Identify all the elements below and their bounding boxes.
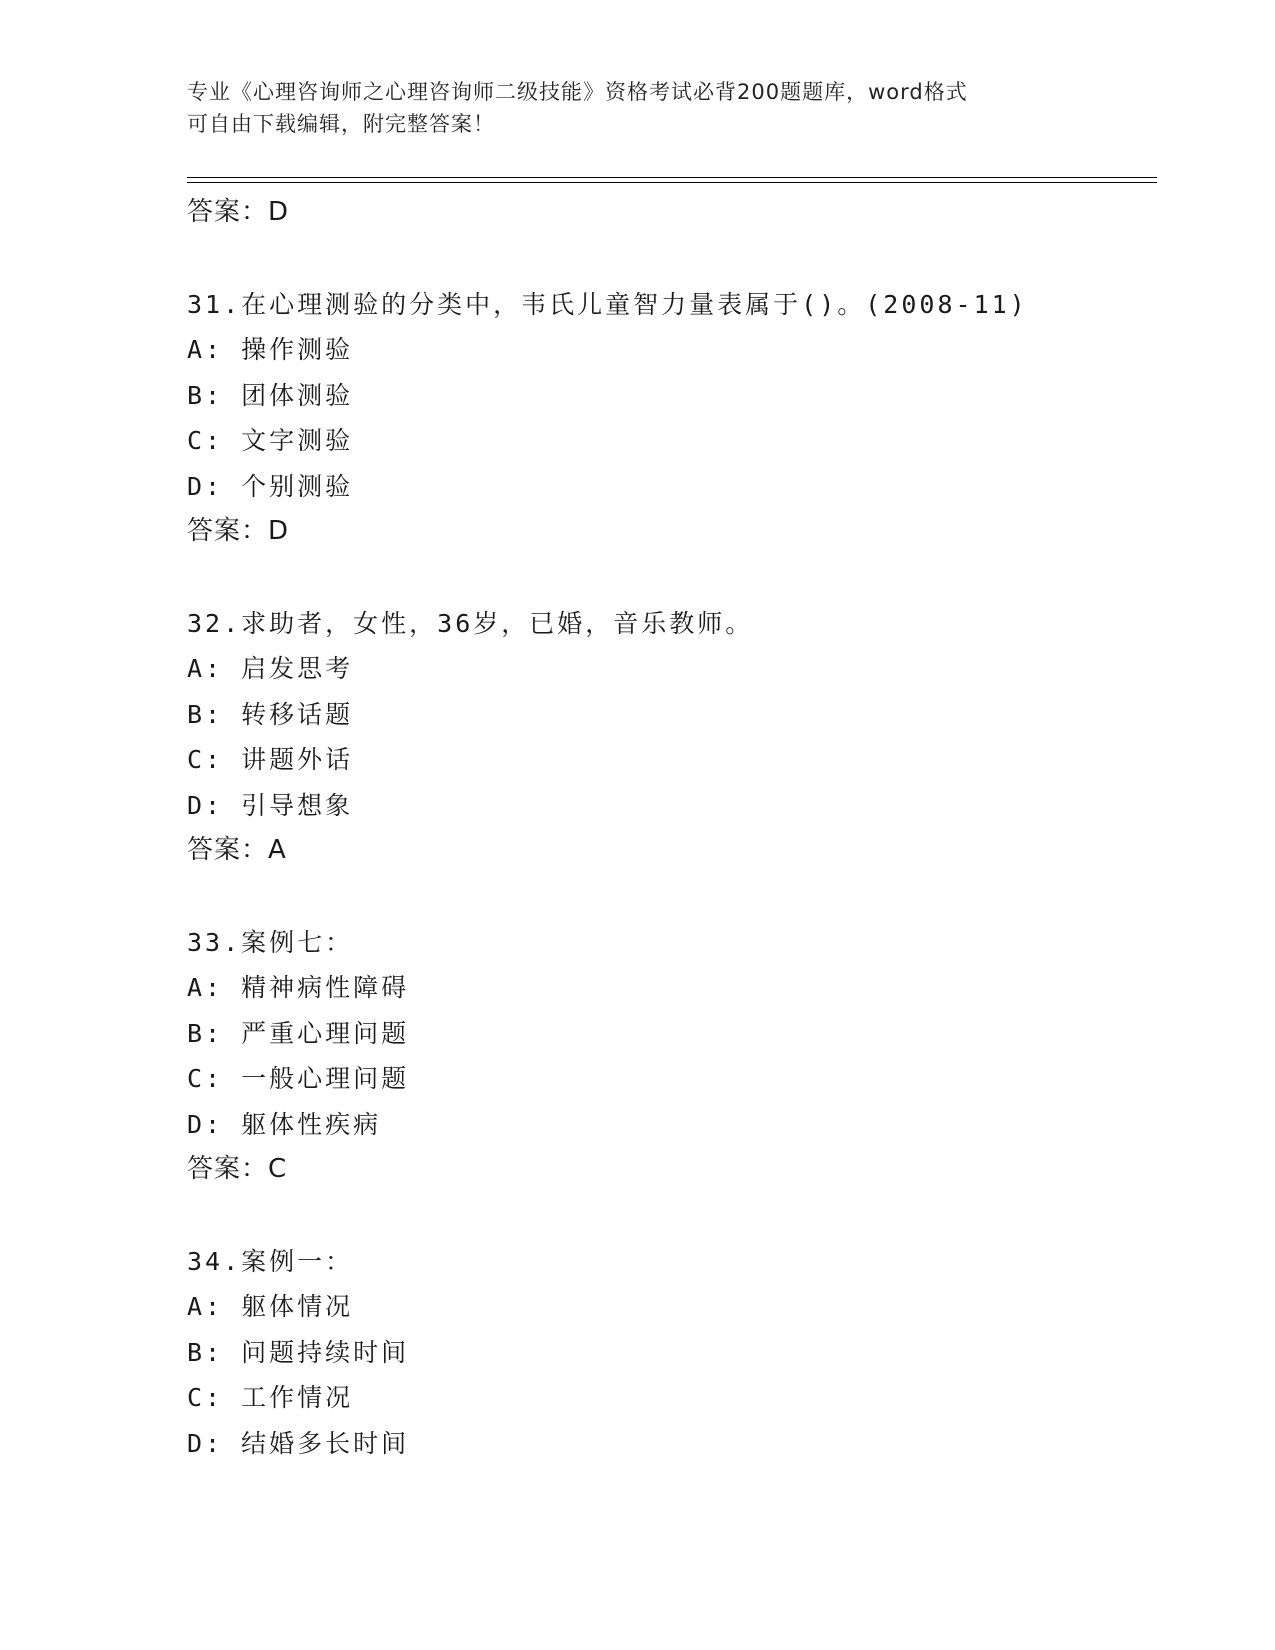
question-stem: 34.案例一： [187, 1246, 354, 1276]
question-block-34 [187, 1239, 1157, 1467]
option-a: A: 操作测验 [187, 335, 354, 364]
header-line-2: 可自由下载编辑，附完整答案！ [187, 112, 495, 136]
option-c: C: 讲题外话 [187, 745, 354, 774]
question-block-32 [187, 601, 1157, 874]
option-d: D: 个别测验 [187, 471, 354, 501]
option-a: A: 精神病性障碍 [187, 973, 410, 1002]
option-d: D: 引导想象 [187, 790, 354, 820]
question-list [187, 190, 1157, 1466]
document-header [187, 76, 1087, 140]
spacer [187, 874, 1157, 920]
header-divider [187, 177, 1157, 183]
header-line-1: 专业《心理咨询师之心理咨询师二级技能》资格考试必背200题题库，word格式 [187, 80, 968, 104]
option-a: A: 启发思考 [187, 654, 354, 683]
option-c: C: 一般心理问题 [187, 1064, 410, 1093]
question-stem: 31.在心理测验的分类中，韦氏儿童智力量表属于()。(2008-11) [187, 289, 1028, 319]
question-stem: 33.案例七： [187, 927, 354, 957]
option-a: A: 躯体情况 [187, 1292, 354, 1321]
answer-line: 答案：C [187, 1154, 288, 1184]
answer-line: 答案：D [187, 197, 290, 227]
question-block-33 [187, 920, 1157, 1193]
option-d: D: 结婚多长时间 [187, 1428, 410, 1458]
option-c: C: 工作情况 [187, 1383, 354, 1412]
question-block-31 [187, 282, 1157, 555]
option-b: B: 问题持续时间 [187, 1337, 410, 1367]
answer-line: 答案：A [187, 835, 287, 865]
option-c: C: 文字测验 [187, 426, 354, 455]
option-d: D: 躯体性疾病 [187, 1109, 382, 1139]
question-stem: 32.求助者，女性，36岁，已婚，音乐教师。 [187, 608, 754, 638]
spacer [187, 1193, 1157, 1239]
option-b: B: 团体测验 [187, 380, 354, 410]
answer-line: 答案：D [187, 516, 290, 546]
spacer [187, 555, 1157, 601]
option-b: B: 严重心理问题 [187, 1018, 410, 1048]
option-b: B: 转移话题 [187, 699, 354, 729]
spacer [187, 236, 1157, 282]
